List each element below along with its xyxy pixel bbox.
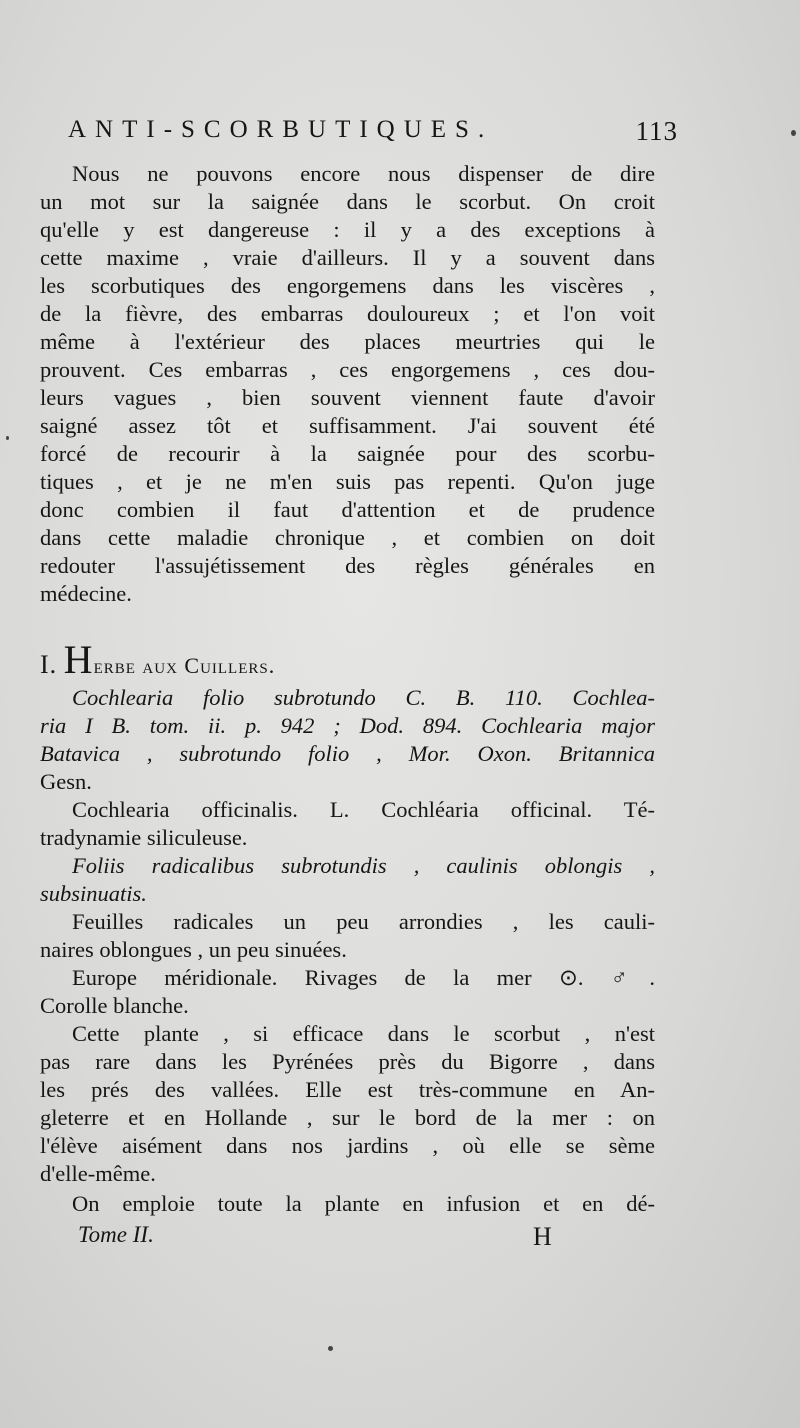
text-line: Cette plante , si efficace dans le scorbut , n'est — [72, 1021, 655, 1046]
section-heading — [40, 636, 275, 683]
synonym-line: Cochlearia folio subrotundo C. B. 110. Cochlea- — [72, 685, 655, 710]
continuation-paragraph — [40, 1190, 655, 1218]
latin-description-line: subsinuatis. — [40, 881, 147, 906]
text-line: dans cette maladie chronique , et combien on doit — [40, 525, 655, 550]
text-line: cette maxime , vraie d'ailleurs. Il y a souvent dans — [40, 245, 655, 270]
text-line: l'élève aisément dans nos jardins , où elle se sème — [40, 1133, 655, 1158]
volume-label: Tome II. — [78, 1222, 154, 1247]
habitat-line: Corolle blanche. — [40, 993, 189, 1018]
text-line: même à l'extérieur des places meurtries qui le — [40, 329, 655, 354]
latin-description-line: Foliis radicalibus subrotundis , caulinis oblongis , — [72, 853, 655, 878]
section-initial: H — [63, 637, 94, 682]
text-line: les scorbutiques des engorgemens dans les viscères , — [40, 273, 655, 298]
text-line: saigné assez tôt et suffisamment. J'ai souvent été — [40, 413, 655, 438]
section-number: I. — [40, 650, 58, 679]
ink-speck — [328, 1346, 333, 1351]
french-description-line: Feuilles radicales un peu arrondies , les cauli- — [72, 909, 655, 934]
official-name-line: Cochlearia officinalis. L. Cochléaria officinal. Té- — [72, 797, 655, 822]
text-line: tiques , et je ne m'en suis pas repenti. Qu'on juge — [40, 469, 655, 494]
text-line: les prés des vallées. Elle est très-commune en An- — [40, 1077, 655, 1102]
official-name-block — [40, 796, 655, 852]
intro-paragraph — [40, 160, 655, 608]
running-head-title: ANTI-SCORBUTIQUES. — [68, 116, 494, 143]
habitat-line: Europe méridionale. Rivages de la mer ⊙. ♂. — [72, 965, 655, 990]
notes-paragraph — [40, 1020, 655, 1188]
text-line: On emploie toute la plante en infusion et en dé- — [72, 1191, 655, 1216]
page-number: 113 — [635, 116, 678, 146]
official-name-line: tradynamie siliculeuse. — [40, 825, 248, 850]
synonym-line: Batavica , subrotundo folio , Mor. Oxon. Britannica — [40, 741, 655, 766]
section-title: erbe aux Cuillers. — [93, 653, 276, 678]
text-line: de la fièvre, des embarras douloureux ; et l'on voit — [40, 301, 655, 326]
running-head — [68, 116, 678, 146]
latin-description-block — [40, 852, 655, 908]
text-line: gleterre et en Hollande , sur le bord de la mer : on — [40, 1105, 655, 1130]
french-description-line: naires oblongues , un peu sinuées. — [40, 937, 347, 962]
text-line: forcé de recourir à la saignée pour des scorbu- — [40, 441, 655, 466]
text-line: donc combien il faut d'attention et de prudence — [40, 497, 655, 522]
synonym-line: Gesn. — [40, 769, 92, 794]
ink-speck — [791, 130, 796, 136]
french-description-block — [40, 908, 655, 964]
text-line: pas rare dans les Pyrénées près du Bigorre , dans — [40, 1049, 655, 1074]
signature-mark: H — [533, 1222, 552, 1251]
text-line: prouvent. Ces embarras , ces engorgemens , ces dou- — [40, 357, 655, 382]
text-line: d'elle-même. — [40, 1161, 156, 1186]
synonyms-block — [40, 684, 655, 796]
habitat-block — [40, 964, 655, 1020]
text-line: un mot sur la saignée dans le scorbut. On croit — [40, 189, 655, 214]
page-footer — [78, 1222, 598, 1251]
ink-speck — [6, 436, 9, 440]
synonym-line: ria I B. tom. ii. p. 942 ; Dod. 894. Cochlearia major — [40, 713, 655, 738]
text-line: redouter l'assujétissement des règles générales en — [40, 553, 655, 578]
text-line: médecine. — [40, 581, 132, 606]
text-line: Nous ne pouvons encore nous dispenser de dire — [72, 161, 655, 186]
text-line: qu'elle y est dangereuse : il y a des exceptions à — [40, 217, 655, 242]
text-line: leurs vagues , bien souvent viennent faute d'avoir — [40, 385, 655, 410]
